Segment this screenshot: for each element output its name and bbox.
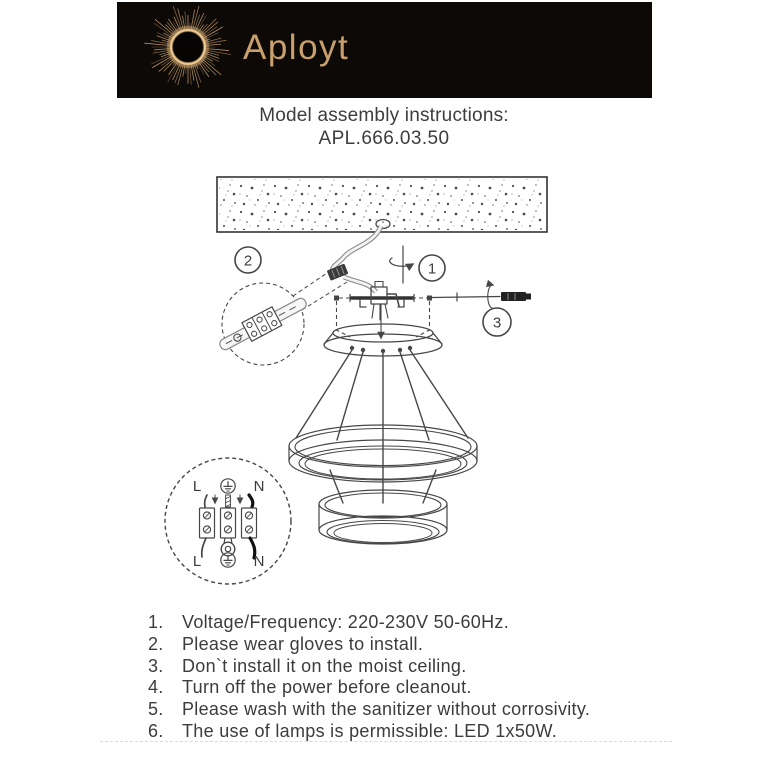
instruction-number: 5. bbox=[148, 699, 164, 720]
canopy bbox=[324, 305, 442, 356]
locking-screw bbox=[432, 285, 531, 308]
ring-terminal bbox=[221, 542, 235, 556]
instruction-number: 4. bbox=[148, 677, 164, 698]
instruction-number: 1. bbox=[148, 612, 164, 632]
wiring-label-n-top: N bbox=[253, 478, 265, 495]
wiring-label-l-top: L bbox=[192, 478, 202, 495]
instruction-number: 6. bbox=[148, 720, 164, 741]
wiring-label-n-bottom: N bbox=[253, 553, 265, 570]
wiring-label-l-bottom: L bbox=[192, 553, 202, 570]
bottom-divider bbox=[100, 741, 672, 742]
instruction-text: Don`t install it on the moist ceiling. bbox=[182, 655, 467, 676]
terminal-block-detail bbox=[215, 292, 310, 356]
instruction-item bbox=[148, 721, 688, 743]
instruction-text: The use of lamps is permissible: LED 1x50W. bbox=[182, 720, 558, 741]
earth-ground-icon bbox=[221, 553, 235, 567]
instruction-item bbox=[148, 612, 688, 634]
instruction-text: Please wear gloves to install. bbox=[182, 633, 424, 654]
callout-2 bbox=[235, 247, 261, 273]
callout-3 bbox=[483, 308, 511, 336]
brand-logo-text: Aployt bbox=[243, 28, 350, 67]
earth-ground-icon bbox=[221, 479, 235, 493]
instruction-number: 2. bbox=[148, 633, 164, 654]
instruction-text: Voltage/Frequency: 220-230V 50-60Hz. bbox=[182, 612, 510, 632]
instruction-text: Please wash with the sanitizer without corrosivity. bbox=[182, 699, 591, 720]
mounting-bracket bbox=[334, 282, 432, 338]
instruction-text: Turn off the power before cleanout. bbox=[182, 677, 472, 698]
instruction-item bbox=[148, 656, 688, 678]
page-title: Model assembly instructions: bbox=[259, 105, 509, 126]
terminal-detail-bubble bbox=[215, 271, 347, 365]
wiring-detail bbox=[165, 458, 291, 584]
instruction-number: 3. bbox=[148, 655, 164, 676]
instruction-list bbox=[148, 612, 688, 743]
callout-1 bbox=[419, 255, 445, 281]
terminal-block bbox=[200, 508, 257, 538]
instruction-item bbox=[148, 677, 688, 699]
model-number: APL.666.03.50 bbox=[318, 128, 450, 149]
callout-3-label: 3 bbox=[492, 314, 502, 332]
power-wire bbox=[333, 226, 381, 292]
callout-2-label: 2 bbox=[243, 252, 253, 270]
instruction-item bbox=[148, 699, 688, 721]
callout-1-label: 1 bbox=[427, 260, 437, 278]
instruction-item bbox=[148, 634, 688, 656]
ceiling bbox=[217, 177, 547, 232]
rotation-axis-symbol bbox=[390, 246, 413, 283]
